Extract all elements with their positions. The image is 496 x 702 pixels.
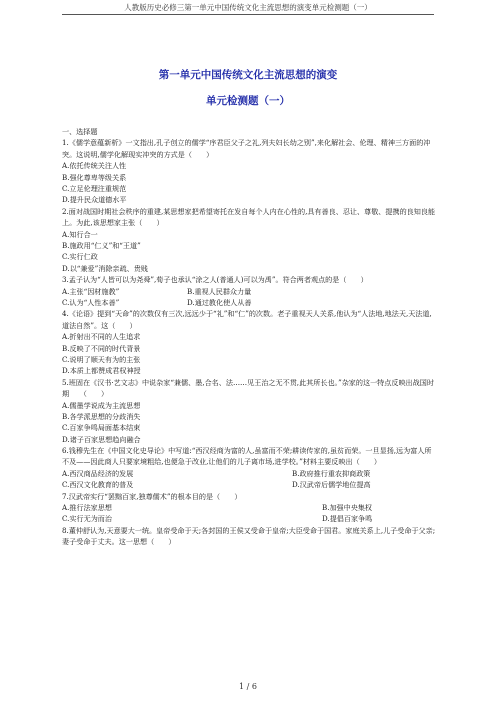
option-a: A.儒墨学说成为主流思想 <box>62 400 141 410</box>
option-c: C.认为“人性本善” <box>62 297 120 307</box>
header-rule <box>62 14 434 15</box>
option-a: A.西汉商品经济的发展 <box>62 468 134 478</box>
option-b: B.反映了不同的时代背景 <box>62 343 141 353</box>
option-row <box>62 502 436 513</box>
option-row <box>62 513 436 524</box>
option-row <box>62 468 436 479</box>
question-stem: 8.董仲舒认为,天意要大一统。皇帝受命于天;各封国的王侯又受命于皇帝;大臣受命于国君。家庭关系上,儿子受命于父亲;妻子受命于丈夫。这一思想（ ） <box>62 525 436 547</box>
option-b: B.政府推行重农抑商政策 <box>292 468 371 478</box>
option-b: B.各学派思想的分歧消失 <box>62 411 141 421</box>
option-b: B.加强中央集权 <box>322 503 373 513</box>
question-stem: 7.汉武帝实行“罢黜百家,独尊儒术”的根本目的是（ ） <box>62 491 242 501</box>
option-b: B.强化尊卑等级关系 <box>62 172 127 182</box>
option-d: D.本质上都赞成君权神授 <box>62 366 141 376</box>
option-d: D.提倡百家争鸣 <box>322 514 373 524</box>
option-row <box>62 286 436 297</box>
question-stem: 4.《论语》提到“天命”的次数仅有三次,远远少于“礼”和“仁”的次数。老子重视天人关系,他认为“人法地,地法天,天法道,道法自然”。这（ ） <box>62 309 432 330</box>
question-list <box>62 126 436 548</box>
question-stem: 2.面对战国时期社会秩序的重建,某思想家把希望寄托在发自每个人内在心性的,具有善良、忍让、尊敬、提携的良知良能上。为此,该思想家主张（ ） <box>62 206 436 228</box>
option-c: C.百家争鸣局面基本结束 <box>62 423 141 433</box>
page-number: 1 / 6 <box>239 682 257 691</box>
document-subtitle: 单元检测题（一） <box>206 95 290 107</box>
section-heading: 一、选择题 <box>62 127 98 136</box>
running-header: 人教版历史必修三第一单元中国传统文化主流思想的演变单元检测题（一） <box>124 3 372 12</box>
option-c: C.西汉文化教育的普及 <box>62 480 134 490</box>
option-d: D.以“兼爱”消除亲疏、贵贱 <box>62 263 148 273</box>
option-d: D.提升民众道德水平 <box>62 195 127 205</box>
document-title: 第一单元中国传统文化主流思想的演变 <box>158 69 338 81</box>
option-b: B.施政用“仁义”和“王道” <box>62 240 141 250</box>
option-a: A.主张“因材施教” <box>62 286 120 296</box>
option-c: C.说明了顺天有为的主张 <box>62 354 141 364</box>
option-a: A.知行合一 <box>62 229 98 239</box>
question-stem: 5.班固在《汉书·艺文志》中说杂家“兼儒、墨,合名、法……见王治之无不贯,此其所长也。”杂家的这一特点反映出战国时期 （ ） <box>62 377 434 399</box>
option-row <box>62 479 436 490</box>
option-d: D.诸子百家思想趋向融合 <box>62 434 141 444</box>
question-stem: 3.孟子认为“人皆可以为尧舜”,荀子也承认“涂之人(普通人)可以为禹”。符合两者观点的是（ ） <box>62 275 368 285</box>
question-stem: 1.《儒学意蕴新析》一文指出,孔子创立的儒学“序君臣父子之礼,列夫妇长幼之别”,来化解社会、伦理、精神三方面的冲突。这说明,儒学化解现实冲突的方式是（ ） <box>62 138 431 159</box>
option-a: A.依托传统关注人性 <box>62 161 127 171</box>
option-c: C.实行无为而治 <box>62 514 112 524</box>
option-d: D.汉武帝后儒学地位提高 <box>292 480 371 490</box>
option-c: C.立足伦理注重规范 <box>62 183 127 193</box>
question-stem: 6.钱穆先生在《中国文化史导论》中写道:“西汉经商为富的人,虽富而不荣;耕读传家的,虽贫而荣。一旦显扬,远为富人所不及——因此商人只要家境粗给,也便急于改业,让他们的儿子离市场,进学校。”材料主要反映出（ ） <box>62 446 432 467</box>
option-c: C.实行仁政 <box>62 252 98 262</box>
option-b: B.重视人民群众力量 <box>187 286 252 296</box>
option-a: A.折射出不同的人生追求 <box>62 332 141 342</box>
option-a: A.推行法家思想 <box>62 503 112 513</box>
option-d: D.通过教化使人从善 <box>187 297 252 307</box>
option-row <box>62 297 436 308</box>
